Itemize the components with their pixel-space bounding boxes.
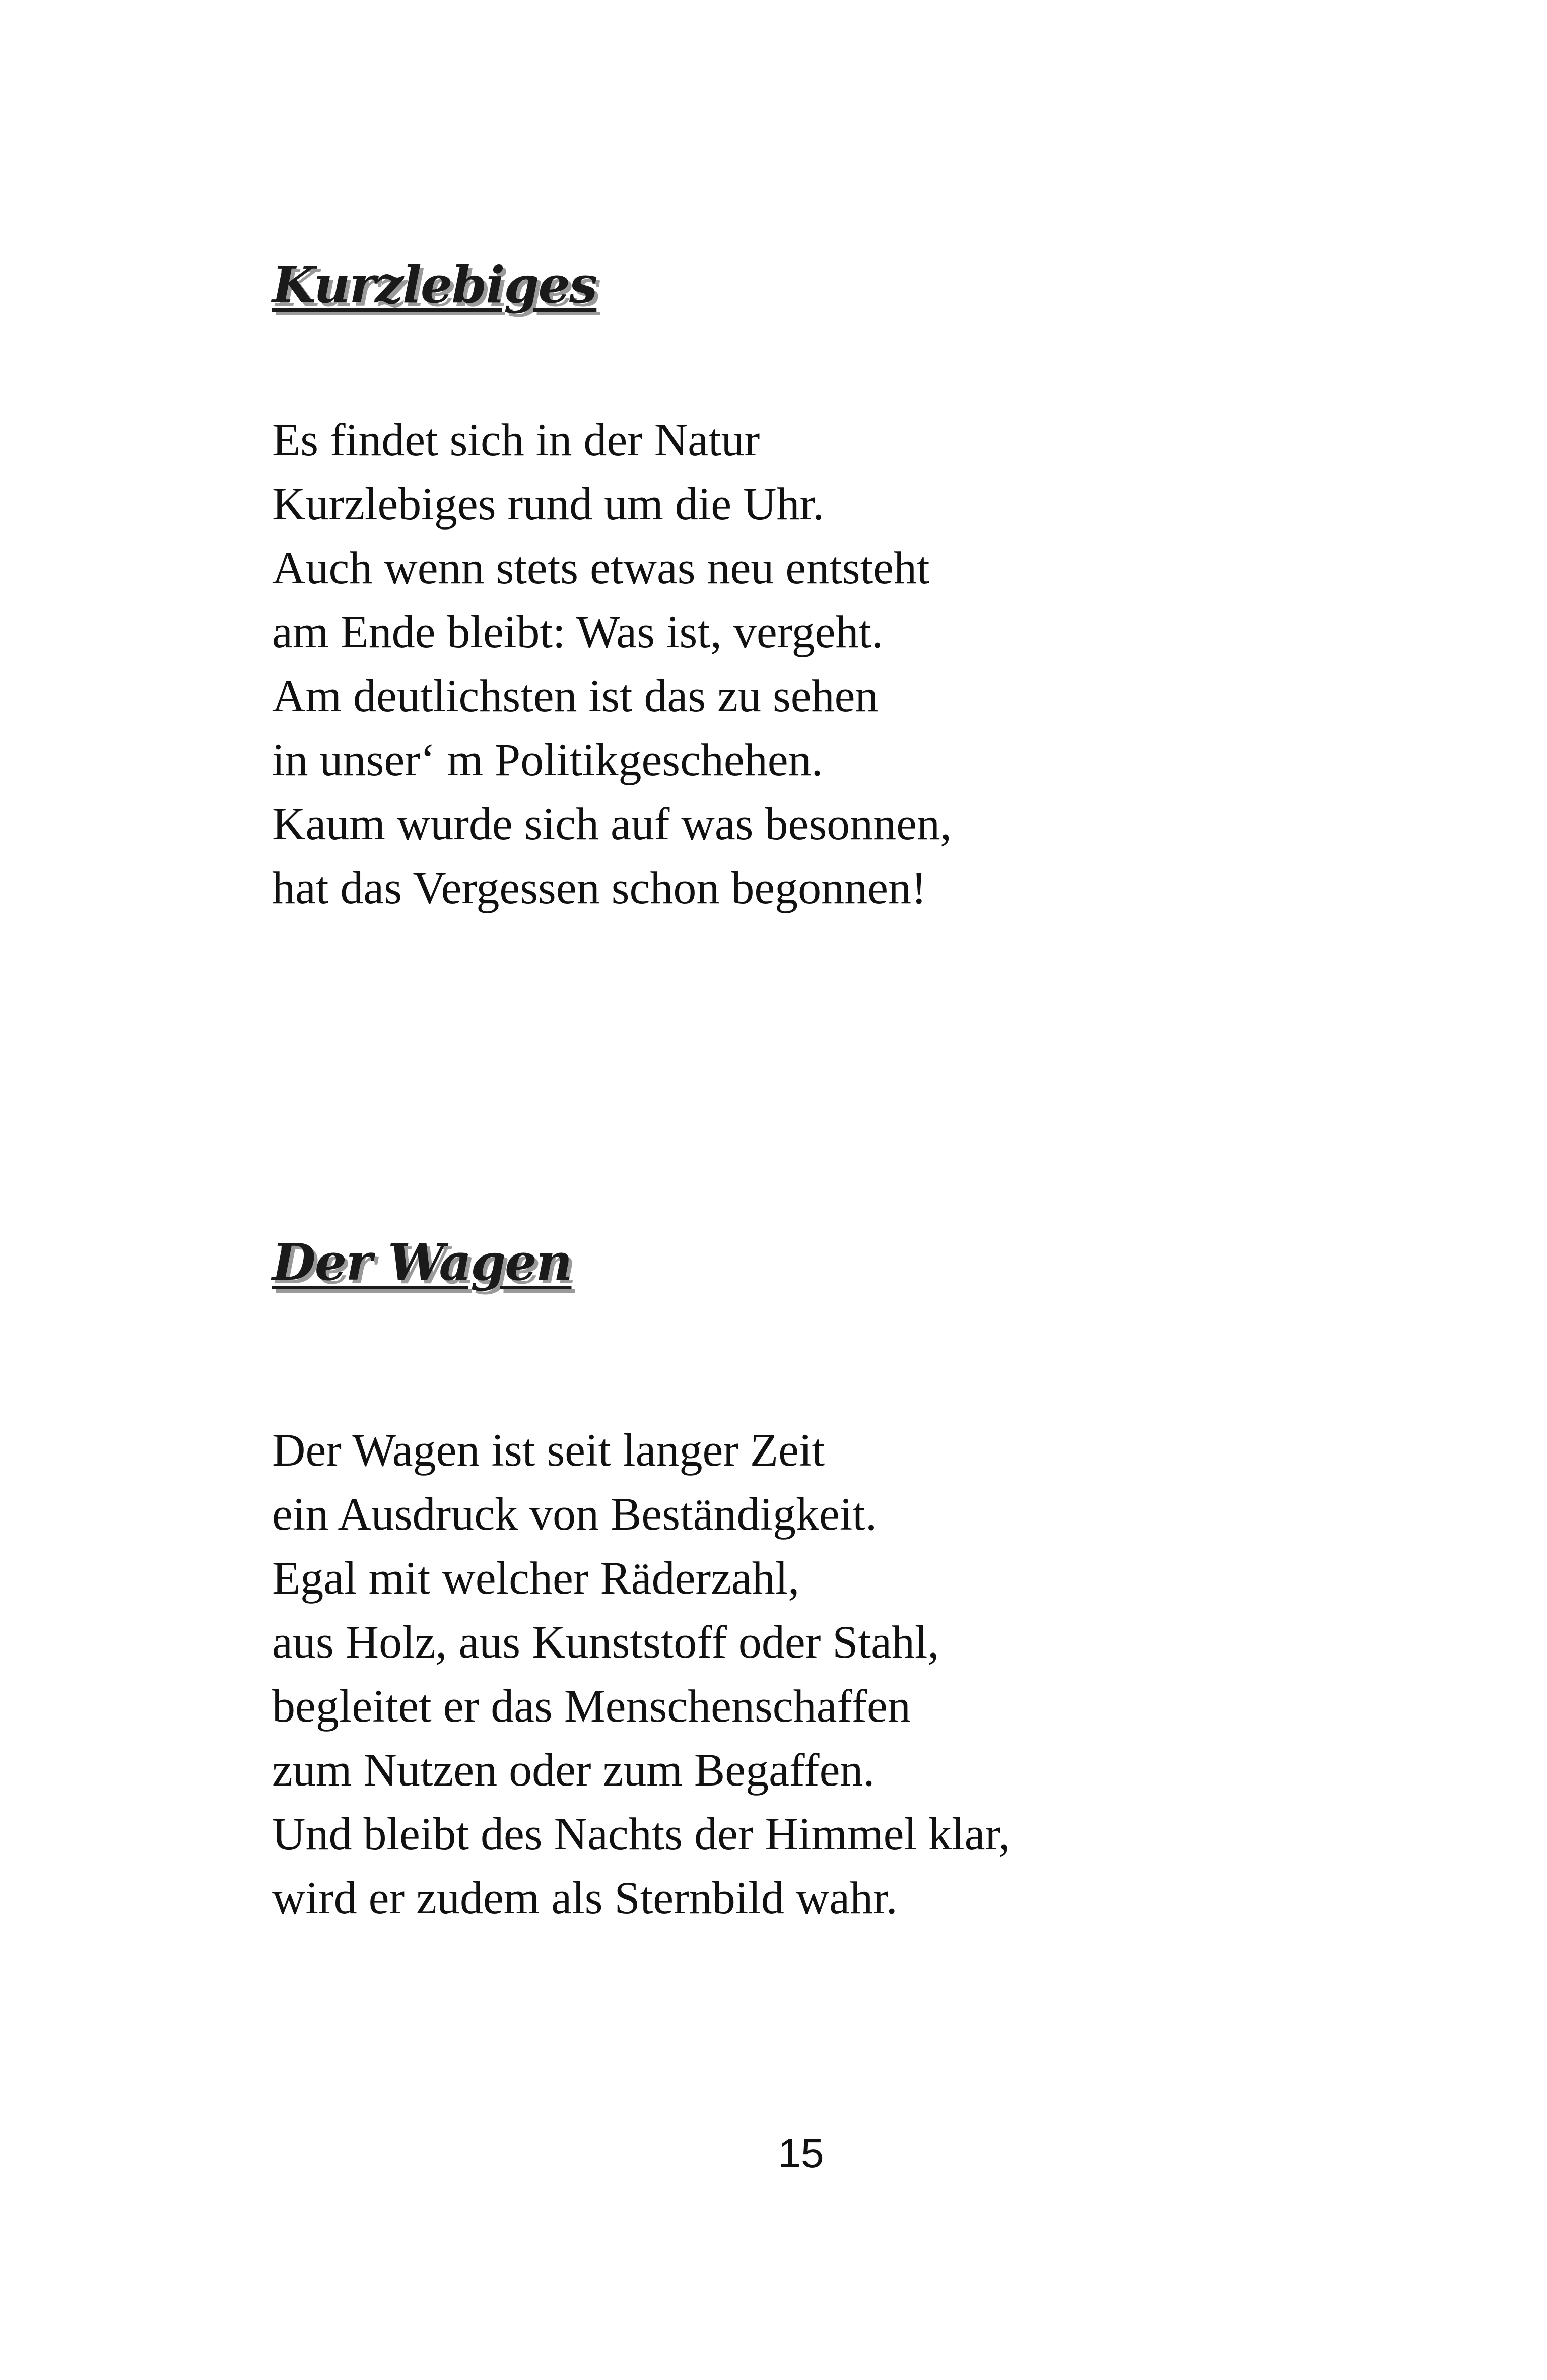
poem-line: am Ende bleibt: Was ist, vergeht. <box>272 606 884 657</box>
poem-der-wagen <box>272 1229 1431 1924</box>
poem-title: Kurzlebiges <box>272 255 597 314</box>
poem-line: aus Holz, aus Kunststoff oder Stahl, <box>272 1616 939 1668</box>
poem-line: Am deutlichsten ist das zu sehen <box>272 670 879 721</box>
poem-line: in unser‘ m Politikgeschehen. <box>272 734 823 785</box>
poem-stanza <box>272 1418 1010 1930</box>
poem-title: Der Wagen <box>272 1232 572 1292</box>
poem-line: hat das Vergessen schon begonnen! <box>272 862 927 913</box>
poem-line: Es findet sich in der Natur <box>272 414 760 466</box>
poem-line: Der Wagen ist seit langer Zeit <box>272 1424 825 1476</box>
poem-stanza <box>272 408 952 920</box>
poem-line: wird er zudem als Sternbild wahr. <box>272 1872 898 1924</box>
poem-line: Egal mit welcher Räderzahl, <box>272 1552 800 1604</box>
poem-line: Und bleibt des Nachts der Himmel klar, <box>272 1808 1011 1860</box>
poem-line: Auch wenn stets etwas neu entsteht <box>272 542 930 593</box>
poem-line: begleitet er das Menschenschaffen <box>272 1680 911 1732</box>
page-number: 15 <box>778 2131 824 2176</box>
poem-line: zum Nutzen oder zum Begaffen. <box>272 1744 875 1796</box>
poem-line: ein Ausdruck von Beständigkeit. <box>272 1488 877 1540</box>
poem-kurzlebiges <box>272 252 1431 913</box>
poem-line: Kurzlebiges rund um die Uhr. <box>272 478 825 530</box>
poem-line: Kaum wurde sich auf was besonnen, <box>272 798 952 849</box>
